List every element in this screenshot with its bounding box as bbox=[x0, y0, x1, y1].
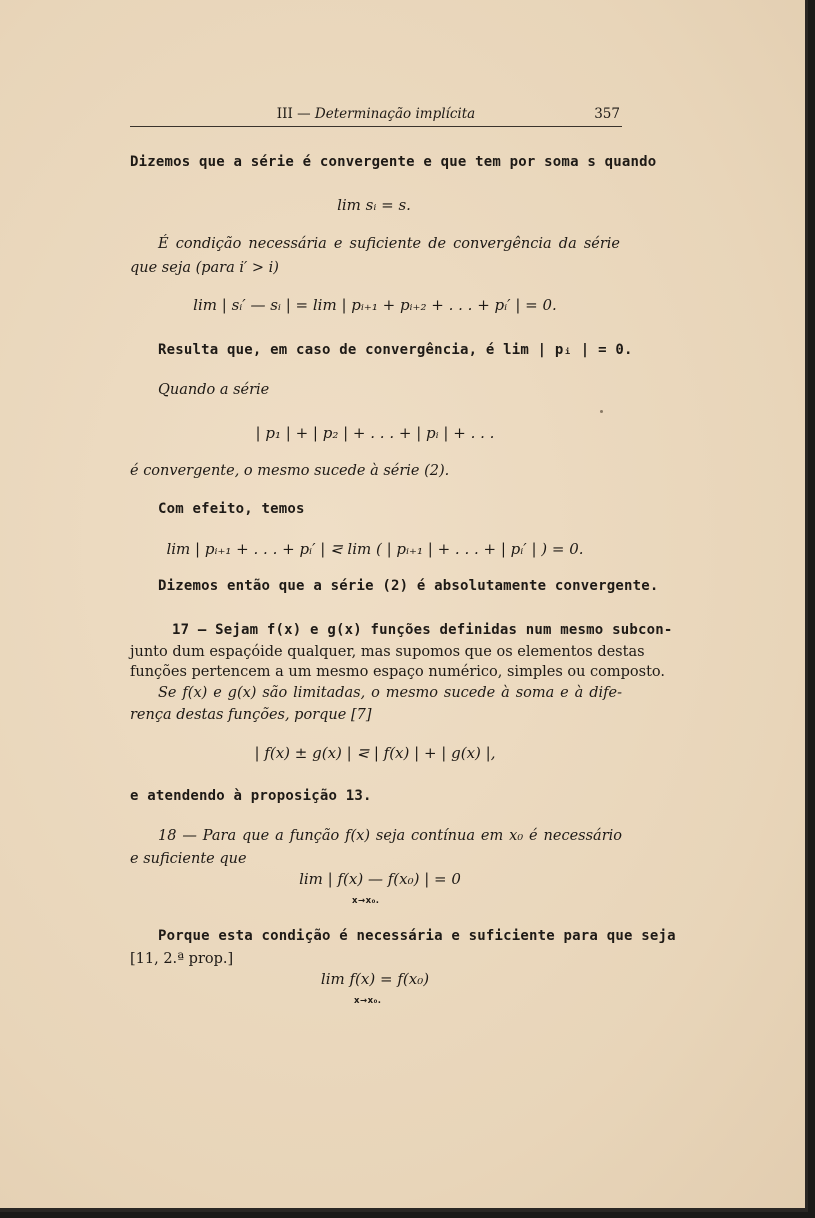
equation-continuity-subscript: x→x₀. bbox=[352, 896, 380, 906]
header-title-italic: Determinação implícita bbox=[314, 106, 476, 122]
section-18-line-1: 18 — Para que a função f(x) seja contínua em x₀ é necessário bbox=[158, 828, 622, 844]
theorem-line-1: É condição necessária e suficiente de convergência da série bbox=[158, 236, 620, 252]
section-17-line-5: rença destas funções, porque [7] bbox=[130, 707, 372, 723]
equation-cauchy: lim | sᵢ′ — sᵢ | = lim | pᵢ₊₁ + pᵢ₊₂ + . . . + pᵢ′ | = 0. bbox=[193, 296, 557, 314]
theorem-line-2: que seja (para i′ > i) bbox=[130, 260, 279, 276]
paragraph-result: Resulta que, em caso de convergência, é lim | pᵢ | = 0. bbox=[158, 342, 633, 358]
paragraph-definition: Dizemos que a série é convergente e que tem por soma s quando bbox=[130, 154, 657, 170]
section-17-line-2: junto dum espaçóide qualquer, mas supomos que os elementos destas bbox=[130, 644, 645, 660]
paragraph-absolute: Dizemos então que a série (2) é absolutamente convergente. bbox=[158, 578, 659, 594]
equation-limit-sum: lim sᵢ = s. bbox=[337, 196, 411, 214]
page-number: 357 bbox=[594, 106, 620, 122]
equation-continuity: lim | f(x) — f(x₀) | = 0 bbox=[299, 870, 461, 888]
paper-speck bbox=[600, 410, 603, 413]
paragraph-convergent: é convergente, o mesmo sucede à série (2). bbox=[130, 463, 450, 479]
section-18-line-2: e suficiente que bbox=[130, 851, 247, 867]
equation-limit-function: lim f(x) = f(x₀) bbox=[320, 970, 430, 988]
paragraph-when-series: Quando a série bbox=[158, 382, 270, 398]
equation-inequality: lim | pᵢ₊₁ + . . . + pᵢ′ | ⋜ lim ( | pᵢ₊₁ | + . . . + | pᵢ′ | ) = 0. bbox=[166, 540, 584, 558]
running-header bbox=[130, 104, 622, 127]
section-17-line-3: funções pertencem a um mesmo espaço numérico, simples ou composto. bbox=[130, 664, 666, 680]
paragraph-because-line-2: [11, 2.ª prop.] bbox=[130, 951, 234, 967]
section-17-line-4: Se f(x) e g(x) são limitadas, o mesmo sucede à soma e à dife- bbox=[158, 685, 622, 701]
paragraph-proposition: e atendendo à proposição 13. bbox=[130, 788, 372, 804]
paragraph-because-line-1: Porque esta condição é necessária e suficiente para que seja bbox=[158, 928, 676, 944]
paragraph-indeed: Com efeito, temos bbox=[158, 501, 305, 517]
equation-limit-function-subscript: x→x₀. bbox=[354, 996, 382, 1006]
header-title-prefix: III — bbox=[276, 106, 315, 122]
equation-absolute-series: | p₁ | + | p₂ | + . . . + | pᵢ | + . . . bbox=[255, 424, 495, 442]
equation-bounded: | f(x) ± g(x) | ⋜ | f(x) | + | g(x) |, bbox=[254, 744, 496, 762]
section-17-line-1: 17 — Sejam f(x) e g(x) funções definidas num mesmo subcon- bbox=[172, 622, 673, 638]
header-title bbox=[130, 106, 622, 122]
